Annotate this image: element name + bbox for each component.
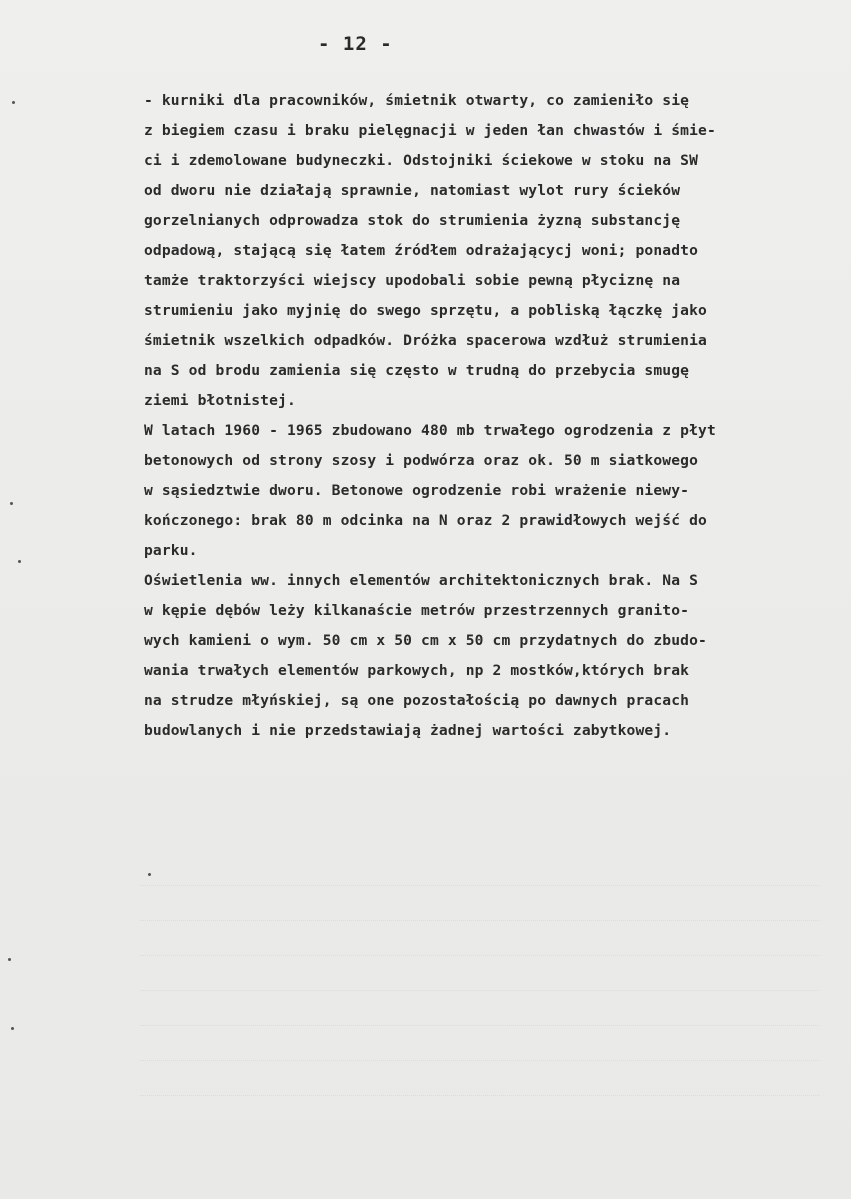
text-line: w sąsiedztwie dworu. Betonowe ogrodzenie robi wrażenie niewy- <box>144 482 690 499</box>
bleed-through <box>140 855 820 1125</box>
text-line: wania trwałych elementów parkowych, np 2 mostków,których brak <box>144 662 690 679</box>
text-line: kończonego: brak 80 m odcinka na N oraz 2 prawidłowych wejść do <box>144 512 707 529</box>
text-line: - kurniki dla pracowników, śmietnik otwarty, co zamieniło się <box>144 92 690 109</box>
text-line: odpadową, stającą się łatem źródłem odrażającycj woni; ponadto <box>144 242 699 259</box>
text-line: Oświetlenia ww. innych elementów architektonicznych brak. Na S <box>144 572 699 589</box>
margin-speck <box>8 958 11 961</box>
text-line: ziemi błotnistej. <box>144 392 296 409</box>
text-line: W latach 1960 - 1965 zbudowano 480 mb trwałego ogrodzenia z płyt <box>144 422 716 439</box>
text-line: na S od brodu zamienia się często w trudną do przebycia smugę <box>144 362 690 379</box>
text-line: na strudze młyńskiej, są one pozostałością po dawnych pracach <box>144 692 690 709</box>
text-line: w kępie dębów leży kilkanaście metrów przestrzennych granito- <box>144 602 690 619</box>
text-line: gorzelnianych odprowadza stok do strumienia żyzną substancję <box>144 212 681 229</box>
margin-speck <box>10 502 13 505</box>
body-text <box>144 86 834 746</box>
text-line: betonowych od strony szosy i podwórza oraz ok. 50 m siatkowego <box>144 452 699 469</box>
page-number: - 12 - <box>318 33 393 55</box>
text-line: parku. <box>144 542 198 559</box>
text-line: z biegiem czasu i braku pielęgnacji w jeden łan chwastów i śmie- <box>144 122 716 139</box>
margin-speck <box>11 1027 14 1030</box>
text-line: od dworu nie działają sprawnie, natomiast wylot rury ścieków <box>144 182 681 199</box>
text-line: budowlanych i nie przedstawiają żadnej wartości zabytkowej. <box>144 722 672 739</box>
margin-speck <box>18 560 21 563</box>
text-line: śmietnik wszelkich odpadków. Dróżka spacerowa wzdłuż strumienia <box>144 332 707 349</box>
text-line: strumieniu jako myjnię do swego sprzętu, a pobliską łączkę jako <box>144 302 707 319</box>
text-line: ci i zdemolowane budyneczki. Odstojniki ściekowe w stoku na SW <box>144 152 699 169</box>
margin-speck <box>12 101 15 104</box>
text-line: tamże traktorzyści wiejscy upodobali sobie pewną płyciznę na <box>144 272 681 289</box>
text-line: wych kamieni o wym. 50 cm x 50 cm x 50 cm przydatnych do zbudo- <box>144 632 707 649</box>
margin-speck <box>148 873 151 876</box>
